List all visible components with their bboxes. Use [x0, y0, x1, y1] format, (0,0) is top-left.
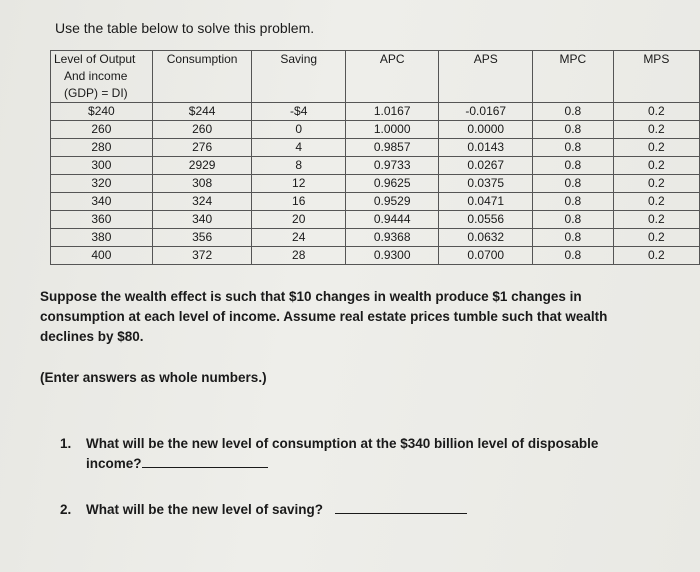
cell-aps: 0.0000 — [439, 121, 533, 139]
cell-consumption: 324 — [152, 193, 252, 211]
data-table — [50, 50, 700, 265]
question-1-text-cont: income? — [86, 456, 142, 471]
cell-apc: 0.9733 — [345, 157, 438, 175]
cell-apc: 0.9529 — [345, 193, 438, 211]
cell-consumption: 2929 — [152, 157, 252, 175]
question-1 — [60, 434, 660, 474]
cell-mps: 0.2 — [613, 247, 699, 265]
cell-mpc: 0.8 — [533, 229, 614, 247]
cell-mpc: 0.8 — [533, 175, 614, 193]
cell-consumption: 340 — [152, 211, 252, 229]
table-row — [51, 121, 700, 139]
question-1-answer-blank[interactable] — [142, 455, 268, 468]
table-row — [51, 175, 700, 193]
cell-mpc: 0.8 — [533, 247, 614, 265]
cell-mpc: 0.8 — [533, 103, 614, 121]
cell-mps: 0.2 — [613, 139, 699, 157]
cell-level: 380 — [51, 229, 153, 247]
table-row — [51, 211, 700, 229]
cell-mpc: 0.8 — [533, 193, 614, 211]
cell-apc: 0.9625 — [345, 175, 438, 193]
question-2-number: 2. — [60, 502, 72, 517]
cell-mps: 0.2 — [613, 211, 699, 229]
cell-consumption: 372 — [152, 247, 252, 265]
cell-apc: 0.9368 — [345, 229, 438, 247]
table-body — [51, 103, 700, 265]
cell-level: 280 — [51, 139, 153, 157]
cell-consumption: 276 — [152, 139, 252, 157]
header-mps: MPS — [613, 51, 699, 103]
table-row — [51, 139, 700, 157]
cell-consumption: $244 — [152, 103, 252, 121]
cell-mpc: 0.8 — [533, 139, 614, 157]
cell-level: 320 — [51, 175, 153, 193]
cell-mps: 0.2 — [613, 103, 699, 121]
cell-level: 300 — [51, 157, 153, 175]
cell-aps: 0.0632 — [439, 229, 533, 247]
table-header-row — [51, 51, 700, 103]
table-row — [51, 229, 700, 247]
cell-saving: 4 — [252, 139, 345, 157]
cell-apc: 0.9300 — [345, 247, 438, 265]
cell-level: 400 — [51, 247, 153, 265]
question-1-text: What will be the new level of consumption at the $340 billion level of disposable — [86, 436, 599, 451]
cell-mps: 0.2 — [613, 229, 699, 247]
cell-apc: 1.0167 — [345, 103, 438, 121]
header-mpc: MPC — [533, 51, 614, 103]
cell-saving: 16 — [252, 193, 345, 211]
cell-consumption: 260 — [152, 121, 252, 139]
instruction-text: Use the table below to solve this problem. — [55, 20, 315, 36]
cell-mps: 0.2 — [613, 193, 699, 211]
question-2-text: What will be the new level of saving? — [86, 502, 324, 517]
question-1-number: 1. — [60, 436, 72, 451]
cell-saving: 28 — [252, 247, 345, 265]
table-row — [51, 157, 700, 175]
header-level-of-output: Level of Output And income (GDP) = DI) — [51, 51, 153, 103]
cell-level: 360 — [51, 211, 153, 229]
cell-saving: 0 — [252, 121, 345, 139]
cell-aps: 0.0700 — [439, 247, 533, 265]
header-aps: APS — [439, 51, 533, 103]
cell-level: 260 — [51, 121, 153, 139]
cell-apc: 0.9857 — [345, 139, 438, 157]
cell-aps: 0.0375 — [439, 175, 533, 193]
cell-mpc: 0.8 — [533, 121, 614, 139]
header-saving: Saving — [252, 51, 345, 103]
answer-format-note: (Enter answers as whole numbers.) — [40, 370, 267, 385]
cell-saving: -$4 — [252, 103, 345, 121]
cell-aps: 0.0471 — [439, 193, 533, 211]
table-row — [51, 193, 700, 211]
cell-mpc: 0.8 — [533, 157, 614, 175]
question-2-answer-blank[interactable] — [335, 501, 467, 514]
cell-consumption: 308 — [152, 175, 252, 193]
cell-mps: 0.2 — [613, 121, 699, 139]
cell-level: $240 — [51, 103, 153, 121]
cell-aps: 0.0267 — [439, 157, 533, 175]
cell-saving: 8 — [252, 157, 345, 175]
header-apc: APC — [345, 51, 438, 103]
cell-mps: 0.2 — [613, 175, 699, 193]
cell-mps: 0.2 — [613, 157, 699, 175]
problem-paragraph: Suppose the wealth effect is such that $10 changes in wealth produce $1 changes in consumption at each level of income. Assume real estate prices tumble such that wealth declines by $80. — [40, 289, 608, 344]
cell-mpc: 0.8 — [533, 211, 614, 229]
cell-saving: 24 — [252, 229, 345, 247]
header-consumption: Consumption — [152, 51, 252, 103]
cell-level: 340 — [51, 193, 153, 211]
table-row — [51, 247, 700, 265]
cell-aps: -0.0167 — [439, 103, 533, 121]
cell-apc: 0.9444 — [345, 211, 438, 229]
cell-apc: 1.0000 — [345, 121, 438, 139]
cell-saving: 12 — [252, 175, 345, 193]
table-row — [51, 103, 700, 121]
question-2 — [60, 500, 467, 520]
cell-consumption: 356 — [152, 229, 252, 247]
cell-saving: 20 — [252, 211, 345, 229]
cell-aps: 0.0143 — [439, 139, 533, 157]
cell-aps: 0.0556 — [439, 211, 533, 229]
